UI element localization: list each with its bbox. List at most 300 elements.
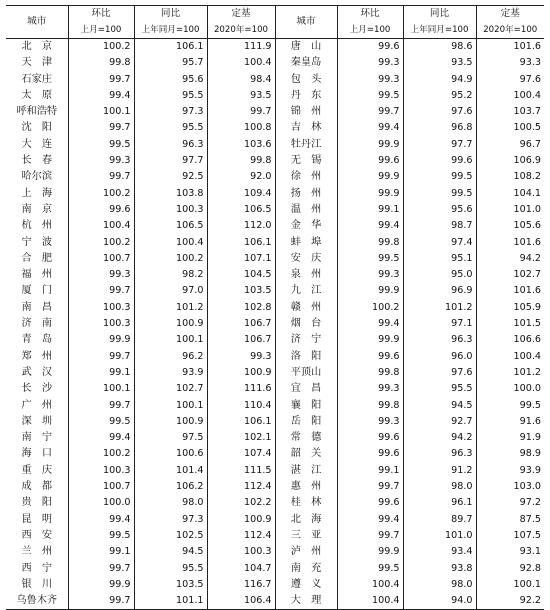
right-yoy-cell: 96.3 xyxy=(403,446,476,462)
right-mom-cell: 100.2 xyxy=(337,300,403,316)
left-base-cell: 112.4 xyxy=(207,528,275,544)
table-row xyxy=(6,300,544,316)
left-base-cell: 100.9 xyxy=(207,365,275,381)
table-row xyxy=(6,561,544,577)
left-base-cell: 93.5 xyxy=(207,88,275,104)
left-yoy-cell: 106.2 xyxy=(134,479,207,495)
right-city-cell: 宜 昌 xyxy=(275,381,337,397)
right-mom-cell: 99.6 xyxy=(337,430,403,446)
right-base-cell: 92.2 xyxy=(476,593,544,610)
right-yoy-cell: 93.4 xyxy=(403,544,476,560)
right-mom-cell: 99.9 xyxy=(337,186,403,202)
left-mom-cell: 99.6 xyxy=(68,202,134,218)
left-yoy-cell: 94.5 xyxy=(134,544,207,560)
left-city-cell: 太 原 xyxy=(21,89,53,101)
right-base-cell: 100.4 xyxy=(476,349,544,365)
right-base-cell: 96.7 xyxy=(476,137,544,153)
left-mom-cell: 99.7 xyxy=(68,349,134,365)
left-base-cell: 100.4 xyxy=(207,55,275,71)
table-row xyxy=(6,120,544,136)
right-city-cell: 秦皇岛 xyxy=(275,55,337,71)
left-city-cell: 海 口 xyxy=(21,448,53,460)
left-city-cell: 南 宁 xyxy=(21,432,53,444)
city-header-left: 城市 xyxy=(6,6,68,39)
left-yoy-cell: 97.0 xyxy=(134,283,207,299)
left-yoy-cell: 98.0 xyxy=(134,495,207,511)
left-base-cell: 103.5 xyxy=(207,283,275,299)
left-city-cell: 兰 州 xyxy=(21,546,53,558)
left-mom-cell: 99.8 xyxy=(68,55,134,71)
right-mom-cell: 99.8 xyxy=(337,365,403,381)
right-city-cell: 温 州 xyxy=(275,202,337,218)
right-yoy-cell: 95.5 xyxy=(403,381,476,397)
right-yoy-cell: 95.6 xyxy=(403,202,476,218)
table-row xyxy=(6,430,544,446)
right-city-cell: 安 庆 xyxy=(275,251,337,267)
right-mom-cell: 99.4 xyxy=(337,512,403,528)
right-yoy-cell: 92.7 xyxy=(403,414,476,430)
right-mom-cell: 99.5 xyxy=(337,251,403,267)
right-mom-cell: 99.6 xyxy=(337,349,403,365)
left-city-cell: 青 岛 xyxy=(21,334,53,346)
right-yoy-cell: 93.5 xyxy=(403,55,476,71)
right-base-cell: 100.4 xyxy=(476,88,544,104)
right-city-cell: 湛 江 xyxy=(275,463,337,479)
yoy-header-right: 同比 xyxy=(403,6,476,23)
right-city-cell: 九 江 xyxy=(275,283,337,299)
right-yoy-cell: 95.2 xyxy=(403,88,476,104)
table-row xyxy=(6,283,544,299)
right-base-cell: 101.6 xyxy=(476,283,544,299)
right-city-cell: 襄 阳 xyxy=(275,398,337,414)
right-yoy-cell: 95.1 xyxy=(403,251,476,267)
left-base-cell: 106.1 xyxy=(207,235,275,251)
right-base-cell: 106.9 xyxy=(476,153,544,169)
mom-header-right: 环比 xyxy=(337,6,403,23)
right-city-cell: 济 宁 xyxy=(275,332,337,348)
left-yoy-cell: 100.6 xyxy=(134,446,207,462)
left-mom-cell: 100.1 xyxy=(68,104,134,120)
left-base-cell: 106.5 xyxy=(207,202,275,218)
left-mom-cell: 99.1 xyxy=(68,544,134,560)
mom-sub-header-left: 上月=100 xyxy=(68,22,134,39)
right-base-cell: 100.5 xyxy=(476,120,544,136)
left-base-cell: 92.0 xyxy=(207,169,275,185)
table-row xyxy=(6,446,544,462)
right-city-cell: 吉 林 xyxy=(275,120,337,136)
right-base-cell: 101.6 xyxy=(476,39,544,56)
left-base-cell: 100.8 xyxy=(207,120,275,136)
left-city-cell: 天 津 xyxy=(21,57,53,69)
left-mom-cell: 99.1 xyxy=(68,365,134,381)
right-yoy-cell: 91.2 xyxy=(403,463,476,479)
right-city-cell: 赣 州 xyxy=(275,300,337,316)
right-yoy-cell: 97.7 xyxy=(403,137,476,153)
left-yoy-cell: 101.1 xyxy=(134,593,207,610)
right-yoy-cell: 97.4 xyxy=(403,235,476,251)
table-row xyxy=(6,55,544,71)
right-yoy-cell: 97.6 xyxy=(403,365,476,381)
right-mom-cell: 99.3 xyxy=(337,414,403,430)
left-yoy-cell: 98.2 xyxy=(134,267,207,283)
right-yoy-cell: 99.5 xyxy=(403,186,476,202)
table-row xyxy=(6,218,544,234)
right-mom-cell: 99.8 xyxy=(337,398,403,414)
right-city-cell: 烟 台 xyxy=(275,316,337,332)
right-mom-cell: 99.9 xyxy=(337,283,403,299)
left-city-cell: 呼和浩特 xyxy=(16,106,58,118)
right-base-cell: 106.6 xyxy=(476,332,544,348)
right-yoy-cell: 98.7 xyxy=(403,218,476,234)
right-base-cell: 105.6 xyxy=(476,218,544,234)
left-base-cell: 99.3 xyxy=(207,349,275,365)
left-base-cell: 107.1 xyxy=(207,251,275,267)
right-city-cell: 常 德 xyxy=(275,430,337,446)
right-yoy-cell: 89.7 xyxy=(403,512,476,528)
right-city-cell: 唐 山 xyxy=(275,39,337,56)
left-city-cell: 成 都 xyxy=(21,481,53,493)
right-yoy-cell: 94.5 xyxy=(403,398,476,414)
right-city-cell: 蚌 埠 xyxy=(275,235,337,251)
left-yoy-cell: 97.5 xyxy=(134,430,207,446)
right-city-cell: 洛 阳 xyxy=(275,349,337,365)
left-city-cell: 银 川 xyxy=(21,578,53,590)
left-city-cell: 厦 门 xyxy=(21,285,53,297)
left-city-cell: 合 肥 xyxy=(21,252,53,264)
base-sub-header-right: 2020年=100 xyxy=(476,22,544,39)
right-mom-cell: 99.9 xyxy=(337,169,403,185)
left-mom-cell: 99.7 xyxy=(68,561,134,577)
right-base-cell: 101.5 xyxy=(476,316,544,332)
left-yoy-cell: 97.3 xyxy=(134,512,207,528)
left-mom-cell: 100.2 xyxy=(68,235,134,251)
left-mom-cell: 99.7 xyxy=(68,398,134,414)
right-base-cell: 87.5 xyxy=(476,512,544,528)
right-mom-cell: 99.7 xyxy=(337,479,403,495)
left-base-cell: 104.5 xyxy=(207,267,275,283)
left-city-cell: 福 州 xyxy=(21,269,53,281)
left-base-cell: 100.3 xyxy=(207,544,275,560)
left-mom-cell: 100.2 xyxy=(68,39,134,56)
right-yoy-cell: 98.0 xyxy=(403,479,476,495)
right-mom-cell: 99.5 xyxy=(337,88,403,104)
right-yoy-cell: 101.0 xyxy=(403,528,476,544)
left-base-cell: 102.1 xyxy=(207,430,275,446)
left-mom-cell: 100.3 xyxy=(68,300,134,316)
price-index-table xyxy=(6,5,544,610)
right-city-cell: 金 华 xyxy=(275,218,337,234)
table-row xyxy=(6,365,544,381)
right-mom-cell: 99.3 xyxy=(337,72,403,88)
right-city-cell: 遵 义 xyxy=(275,577,337,593)
left-city-cell: 大 连 xyxy=(21,138,53,150)
left-city-cell: 长 沙 xyxy=(21,383,53,395)
right-base-cell: 107.5 xyxy=(476,528,544,544)
right-base-cell: 93.9 xyxy=(476,463,544,479)
left-mom-cell: 100.4 xyxy=(68,218,134,234)
left-base-cell: 100.9 xyxy=(207,512,275,528)
table-row xyxy=(6,528,544,544)
right-mom-cell: 99.8 xyxy=(337,235,403,251)
left-yoy-cell: 103.8 xyxy=(134,186,207,202)
left-city-cell: 哈尔滨 xyxy=(21,171,53,183)
right-base-cell: 101.6 xyxy=(476,235,544,251)
table-row xyxy=(6,463,544,479)
left-city-cell: 乌鲁木齐 xyxy=(6,593,68,610)
left-city-cell: 南 京 xyxy=(21,203,53,215)
right-base-cell: 103.0 xyxy=(476,479,544,495)
left-yoy-cell: 102.7 xyxy=(134,381,207,397)
right-mom-cell: 99.4 xyxy=(337,120,403,136)
left-yoy-cell: 100.1 xyxy=(134,332,207,348)
left-base-cell: 106.1 xyxy=(207,414,275,430)
table-row xyxy=(6,544,544,560)
price-index-table-container xyxy=(6,5,544,610)
right-city-cell: 泸 州 xyxy=(275,544,337,560)
table-row xyxy=(6,235,544,251)
table-row xyxy=(6,169,544,185)
right-city-cell: 平顶山 xyxy=(275,365,337,381)
table-body xyxy=(6,39,544,610)
left-mom-cell: 99.7 xyxy=(68,593,134,610)
right-yoy-cell: 95.0 xyxy=(403,267,476,283)
left-city-cell: 上 海 xyxy=(21,187,53,199)
yoy-sub-header-left: 上年同月=100 xyxy=(134,22,207,39)
right-base-cell: 91.9 xyxy=(476,430,544,446)
left-base-cell: 98.4 xyxy=(207,72,275,88)
right-yoy-cell: 94.9 xyxy=(403,72,476,88)
left-yoy-cell: 100.2 xyxy=(134,251,207,267)
table-row xyxy=(6,316,544,332)
right-city-cell: 三 亚 xyxy=(275,528,337,544)
left-city-cell: 沈 阳 xyxy=(21,122,53,134)
left-city-cell: 长 春 xyxy=(21,155,53,167)
left-mom-cell: 100.2 xyxy=(68,186,134,202)
right-yoy-cell: 93.8 xyxy=(403,561,476,577)
left-base-cell: 107.4 xyxy=(207,446,275,462)
left-base-cell: 116.7 xyxy=(207,577,275,593)
left-city-cell: 昆 明 xyxy=(21,513,53,525)
left-city-cell: 郑 州 xyxy=(21,350,53,362)
right-yoy-cell: 96.1 xyxy=(403,495,476,511)
right-city-cell: 北 海 xyxy=(275,512,337,528)
right-city-cell: 无 锡 xyxy=(275,153,337,169)
table-row xyxy=(6,137,544,153)
left-yoy-cell: 100.9 xyxy=(134,316,207,332)
left-yoy-cell: 100.3 xyxy=(134,202,207,218)
left-base-cell: 111.6 xyxy=(207,381,275,397)
left-base-cell: 106.7 xyxy=(207,332,275,348)
base-header-left: 定基 xyxy=(207,6,275,23)
right-base-cell: 98.9 xyxy=(476,446,544,462)
left-mom-cell: 99.4 xyxy=(68,512,134,528)
right-mom-cell: 99.3 xyxy=(337,267,403,283)
left-yoy-cell: 106.5 xyxy=(134,218,207,234)
right-base-cell: 108.2 xyxy=(476,169,544,185)
left-yoy-cell: 93.9 xyxy=(134,365,207,381)
right-base-cell: 104.1 xyxy=(476,186,544,202)
right-city-cell: 大 理 xyxy=(275,593,337,610)
right-yoy-cell: 96.8 xyxy=(403,120,476,136)
left-yoy-cell: 103.5 xyxy=(134,577,207,593)
table-row xyxy=(6,479,544,495)
left-mom-cell: 99.4 xyxy=(68,88,134,104)
left-city-cell: 西 宁 xyxy=(21,562,53,574)
right-base-cell: 100.0 xyxy=(476,381,544,397)
right-mom-cell: 99.4 xyxy=(337,316,403,332)
right-mom-cell: 99.1 xyxy=(337,202,403,218)
left-base-cell: 103.6 xyxy=(207,137,275,153)
right-mom-cell: 99.5 xyxy=(337,561,403,577)
left-yoy-cell: 101.2 xyxy=(134,300,207,316)
right-city-cell: 扬 州 xyxy=(275,186,337,202)
right-mom-cell: 99.9 xyxy=(337,544,403,560)
table-row xyxy=(6,104,544,120)
left-base-cell: 102.8 xyxy=(207,300,275,316)
left-mom-cell: 99.7 xyxy=(68,169,134,185)
right-mom-cell: 99.3 xyxy=(337,381,403,397)
left-yoy-cell: 95.7 xyxy=(134,55,207,71)
right-mom-cell: 100.4 xyxy=(337,577,403,593)
left-mom-cell: 99.7 xyxy=(68,72,134,88)
left-yoy-cell: 100.4 xyxy=(134,235,207,251)
right-yoy-cell: 94.2 xyxy=(403,430,476,446)
left-city-cell: 深 圳 xyxy=(21,415,53,427)
left-mom-cell: 100.3 xyxy=(68,463,134,479)
yoy-header-left: 同比 xyxy=(134,6,207,23)
right-base-cell: 92.8 xyxy=(476,561,544,577)
left-base-cell: 112.0 xyxy=(207,218,275,234)
city-header-right: 城市 xyxy=(275,6,337,39)
left-base-cell: 112.4 xyxy=(207,479,275,495)
right-yoy-cell: 97.1 xyxy=(403,316,476,332)
left-base-cell: 110.4 xyxy=(207,398,275,414)
right-yoy-cell: 94.0 xyxy=(403,593,476,610)
right-base-cell: 102.7 xyxy=(476,267,544,283)
right-mom-cell: 99.7 xyxy=(337,528,403,544)
left-mom-cell: 100.0 xyxy=(68,495,134,511)
left-yoy-cell: 97.3 xyxy=(134,104,207,120)
left-city-cell: 重 庆 xyxy=(21,464,53,476)
left-city-cell: 石家庄 xyxy=(21,73,53,85)
left-mom-cell: 99.4 xyxy=(68,430,134,446)
right-yoy-cell: 101.2 xyxy=(403,300,476,316)
left-city-cell: 南 昌 xyxy=(21,301,53,313)
right-yoy-cell: 97.6 xyxy=(403,104,476,120)
right-mom-cell: 100.4 xyxy=(337,593,403,610)
mom-sub-header-right: 上月=100 xyxy=(337,22,403,39)
left-base-cell: 99.7 xyxy=(207,104,275,120)
right-base-cell: 100.1 xyxy=(476,577,544,593)
left-base-cell: 109.4 xyxy=(207,186,275,202)
left-base-cell: 111.5 xyxy=(207,463,275,479)
table-row xyxy=(6,251,544,267)
left-city-cell: 武 汉 xyxy=(21,366,53,378)
left-yoy-cell: 96.2 xyxy=(134,349,207,365)
left-base-cell: 102.2 xyxy=(207,495,275,511)
right-mom-cell: 99.6 xyxy=(337,495,403,511)
right-base-cell: 101.2 xyxy=(476,365,544,381)
table-row xyxy=(6,186,544,202)
right-base-cell: 94.2 xyxy=(476,251,544,267)
left-mom-cell: 100.2 xyxy=(68,446,134,462)
table-row xyxy=(6,349,544,365)
left-base-cell: 106.4 xyxy=(207,593,275,610)
base-header-right: 定基 xyxy=(476,6,544,23)
right-mom-cell: 99.6 xyxy=(337,153,403,169)
left-base-cell: 106.7 xyxy=(207,316,275,332)
table-row xyxy=(6,414,544,430)
table-row xyxy=(6,512,544,528)
right-yoy-cell: 96.3 xyxy=(403,332,476,348)
left-yoy-cell: 95.6 xyxy=(134,72,207,88)
right-city-cell: 徐 州 xyxy=(275,169,337,185)
left-yoy-cell: 95.5 xyxy=(134,120,207,136)
right-mom-cell: 99.3 xyxy=(337,55,403,71)
left-city-cell: 济 南 xyxy=(21,318,53,330)
left-city-cell: 宁 波 xyxy=(21,236,53,248)
left-mom-cell: 99.3 xyxy=(68,267,134,283)
left-mom-cell: 100.1 xyxy=(68,381,134,397)
table-row xyxy=(6,495,544,511)
left-mom-cell: 100.7 xyxy=(68,479,134,495)
right-mom-cell: 99.9 xyxy=(337,332,403,348)
left-yoy-cell: 100.1 xyxy=(134,398,207,414)
left-yoy-cell: 95.5 xyxy=(134,88,207,104)
left-mom-cell: 99.5 xyxy=(68,528,134,544)
right-base-cell: 97.6 xyxy=(476,72,544,88)
right-yoy-cell: 99.6 xyxy=(403,153,476,169)
left-mom-cell: 99.5 xyxy=(68,137,134,153)
right-base-cell: 93.1 xyxy=(476,544,544,560)
right-city-cell: 牡丹江 xyxy=(275,137,337,153)
right-mom-cell: 99.7 xyxy=(337,104,403,120)
right-yoy-cell: 98.6 xyxy=(403,39,476,56)
left-city-cell: 西 安 xyxy=(21,529,53,541)
table-row xyxy=(6,593,544,610)
right-mom-cell: 99.9 xyxy=(337,137,403,153)
left-mom-cell: 99.9 xyxy=(68,332,134,348)
right-city-cell: 泉 州 xyxy=(275,267,337,283)
table-row xyxy=(6,267,544,283)
right-city-cell: 桂 林 xyxy=(275,495,337,511)
left-mom-cell: 99.3 xyxy=(68,153,134,169)
right-yoy-cell: 96.9 xyxy=(403,283,476,299)
left-yoy-cell: 95.5 xyxy=(134,561,207,577)
left-mom-cell: 99.9 xyxy=(68,577,134,593)
base-sub-header-left: 2020年=100 xyxy=(207,22,275,39)
left-yoy-cell: 106.1 xyxy=(134,39,207,56)
right-base-cell: 103.7 xyxy=(476,104,544,120)
table-row xyxy=(6,88,544,104)
left-base-cell: 104.7 xyxy=(207,561,275,577)
right-yoy-cell: 99.5 xyxy=(403,169,476,185)
table-row xyxy=(6,577,544,593)
left-mom-cell: 100.3 xyxy=(68,316,134,332)
left-city-cell: 杭 州 xyxy=(21,220,53,232)
left-mom-cell: 99.7 xyxy=(68,283,134,299)
right-mom-cell: 99.6 xyxy=(337,39,403,56)
left-base-cell: 111.9 xyxy=(207,39,275,56)
left-yoy-cell: 96.3 xyxy=(134,137,207,153)
left-yoy-cell: 92.5 xyxy=(134,169,207,185)
left-yoy-cell: 97.7 xyxy=(134,153,207,169)
right-yoy-cell: 98.0 xyxy=(403,577,476,593)
right-city-cell: 包 头 xyxy=(275,72,337,88)
right-yoy-cell: 96.0 xyxy=(403,349,476,365)
right-base-cell: 91.6 xyxy=(476,414,544,430)
left-yoy-cell: 100.9 xyxy=(134,414,207,430)
